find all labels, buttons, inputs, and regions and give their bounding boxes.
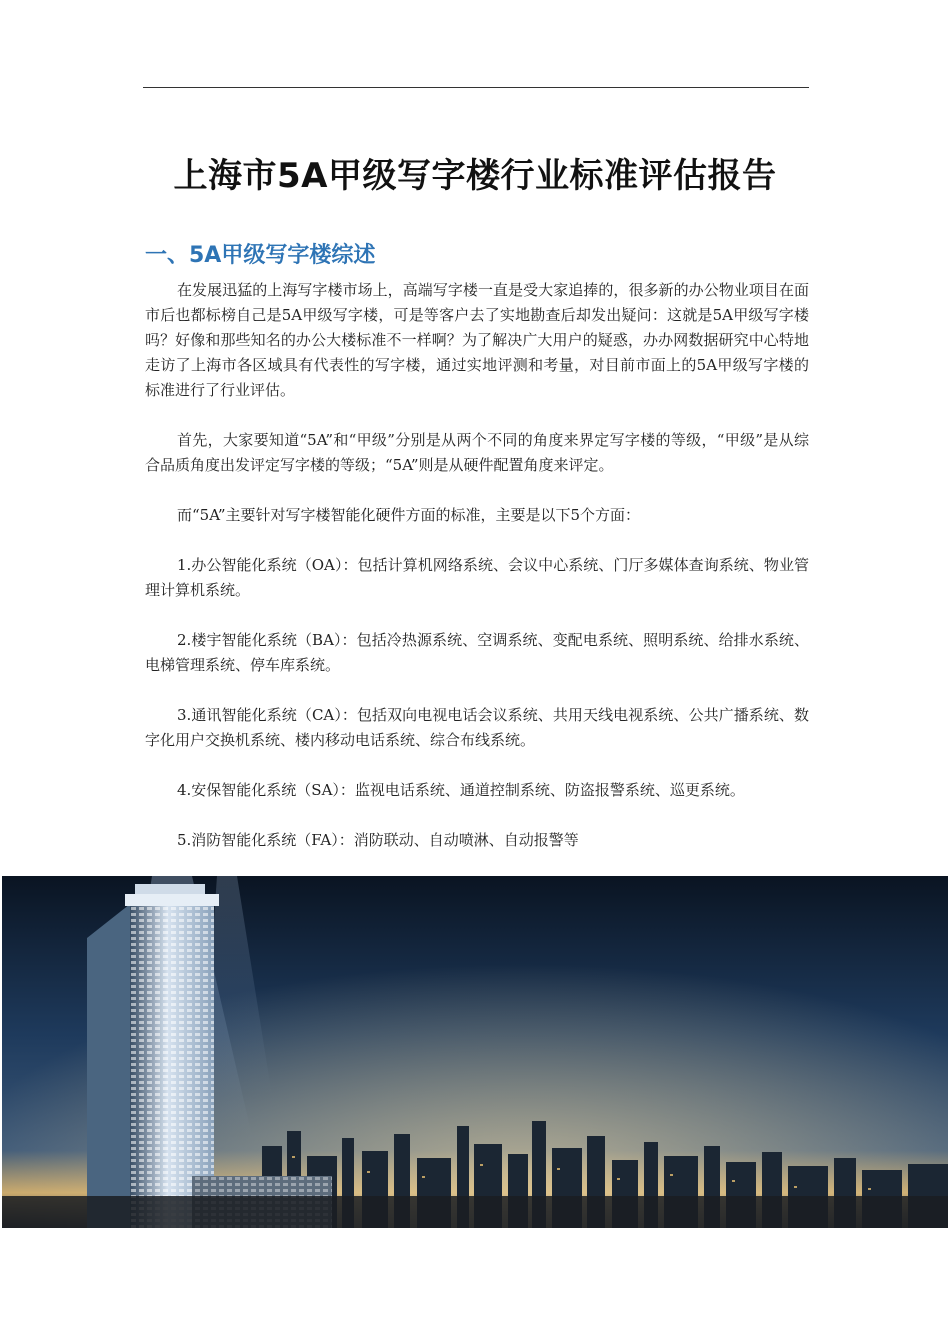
section-heading: 一、5A甲级写字楼综述	[145, 243, 376, 268]
document-title: 上海市5A甲级写字楼行业标准评估报告	[173, 156, 777, 196]
skyline-illustration	[2, 876, 948, 1228]
list-item-fa: 5.消防智能化系统（FA）：消防联动、自动喷淋、自动报警等	[177, 831, 579, 849]
header-rule	[143, 87, 809, 88]
paragraph-definition: 首先，大家要知道“5A”和“甲级”分别是从两个不同的角度来界定写字楼的等级，“甲级”是从综合品质角度出发评定写字楼的等级；“5A”则是从硬件配置角度来评定。	[145, 431, 809, 474]
list-item-ca: 3.通讯智能化系统（CA）：包括双向电视电话会议系统、共用天线电视系统、公共广播系统、数字化用户交换机系统、楼内移动电话系统、综合布线系统。	[145, 706, 809, 749]
paragraph-5a-intro: 而“5A”主要针对写字楼智能化硬件方面的标准，主要是以下5个方面：	[177, 506, 641, 524]
paragraph-intro: 在发展迅猛的上海写字楼市场上，高端写字楼一直是受大家追捧的，很多新的办公物业项目在面市后也都标榜自己是5A甲级写字楼，可是等客户去了实地勘查后却发出疑问：这就是5A甲级写字楼吗？好像和那些知名的办公大楼标准不一样啊？为了解决广大用户的疑惑，办办网数据研究中心特地走访了上海市各区域具有代表性的写字楼，通过实地评测和考量，对目前市面上的5A甲级写字楼的标准进行了行业评估。	[145, 281, 809, 399]
list-item-ba: 2.楼宇智能化系统（BA）：包括冷热源系统、空调系统、变配电系统、照明系统、给排水系统、电梯管理系统、停车库系统。	[145, 631, 809, 674]
skyline-photo	[2, 876, 948, 1228]
list-item-sa: 4.安保智能化系统（SA）：监视电话系统、通道控制系统、防盗报警系统、巡更系统。	[177, 781, 745, 799]
list-item-oa: 1.办公智能化系统（OA）：包括计算机网络系统、会议中心系统、门厅多媒体查询系统、物业管理计算机系统。	[145, 556, 809, 599]
body-text	[145, 278, 809, 853]
